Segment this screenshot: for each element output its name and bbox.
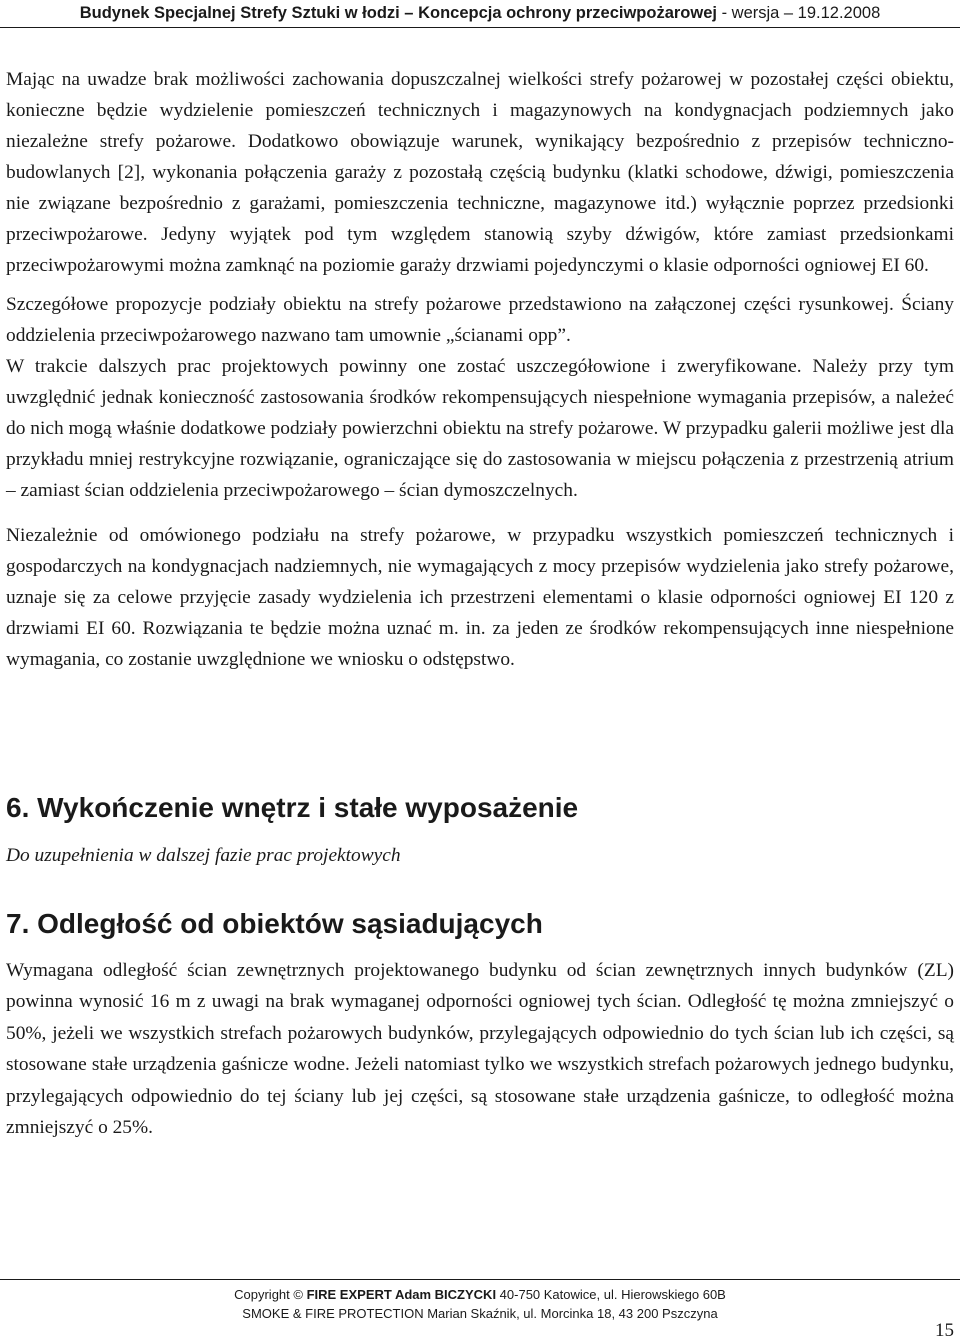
paragraph-further-work: W trakcie dalszych prac projektowych powinny one zostać uszczegółowione i zweryfikowane. Należy przy tym uwzględnić jednak konieczność zastosowania środków rekompensujących niespełnione wymagania przepisów, a należeć do nich mogą właśnie dodatkowe podziały powierzchni obiektu na strefy pożarowe. W przypadku galerii możliwe jest dla przykładu mniej restrykcyjne rozwiązanie, ograniczające się do zastosowania w miejscu połączenia z przestrzenią atrium – zamiast ścian oddzielenia przeciwpożarowego – ścian dymoszczelnych. [6, 356, 954, 501]
section-6-note: Do uzupełnienia w dalszej fazie prac projektowych [6, 845, 401, 866]
page-number: 15 [935, 1320, 954, 1341]
footer-company: FIRE EXPERT Adam BICZYCKI [306, 1287, 497, 1302]
paragraph-drawings: Szczegółowe propozycje podziały obiektu na strefy pożarowe przedstawiono na załączonej części rysunkowej. Ściany oddzielenia przeciwpożarowego nazwano tam umownie „ścianami opp”. [6, 294, 954, 346]
footer [0, 1285, 960, 1323]
section-7-heading: 7. Odległość od obiektów sąsiadujących [6, 908, 543, 939]
footer-copyright: Copyright © [234, 1287, 307, 1302]
footer-address: 40-750 Katowice, ul. Hierowskiego 60B [496, 1287, 726, 1302]
paragraph-technical-rooms: Niezależnie od omówionego podziału na strefy pożarowe, w przypadku wszystkich pomieszczeń technicznych i gospodarczych na kondygnacjach nadziemnych, nie wymagających z mocy przepisów wydzielenia jako strefy pożarowe, uznaje się za celowe przyjęcie zasady wydzielenia ich przestrzeni elementami o klasie odporności ogniowej EI 120 z drzwiami EI 60. Rozwiązania te będzie można uznać m. in. za jeden ze środków rekompensujących inne niespełnione wymagania, co zostanie uwzględnione we wniosku o odstępstwo. [6, 525, 954, 670]
header-divider [0, 27, 960, 28]
header-version: - wersja – 19.12.2008 [716, 4, 881, 22]
footer-line-1 [0, 1285, 960, 1304]
footer-divider [0, 1279, 960, 1280]
footer-line-2: SMOKE & FIRE PROTECTION Marian Skaźnik, ul. Morcinka 18, 43 200 Pszczyna [242, 1306, 718, 1321]
body-text [6, 64, 954, 675]
section-6-heading: 6. Wykończenie wnętrz i stałe wyposażenie [6, 792, 579, 823]
header-title: Budynek Specjalnej Strefy Sztuki w łodzi – Koncepcja ochrony przeciwpożarowej [79, 4, 717, 22]
paragraph-fire-zones: Mając na uwadze brak możliwości zachowania dopuszczalnej wielkości strefy pożarowej w pozostałej części obiektu, konieczne będzie wydzielenie pomieszczeń technicznych i magazynowych na kondygnacjach podziemnych jako niezależne strefy pożarowe. Dodatkowo obowiązuje warunek, wynikający bezpośrednio z przepisów techniczno-budowlanych [2], wykonania połączenia garaży z pozostałą częścią budynku (klatki schodowe, dźwigi, pomieszczenia nie związane bezpośrednio z garażami, pomieszczenia techniczne, magazynowe itd.) wyłącznie poprzez przedsionki przeciwpożarowe. Jedyny wyjątek pod tym względem stanowią szyby dźwigów, które zamiast przedsionkami przeciwpożarowymi można zamknąć na poziomie garaży drzwiami pojedynczymi o klasie odporności ogniowej EI 60. [6, 69, 954, 276]
running-header [0, 2, 960, 24]
section-7-body: Wymagana odległość ścian zewnętrznych projektowanego budynku od ścian zewnętrznych innych budynków (ZL) powinna wynosić 16 m z uwagi na brak wymaganej odporności ogniowej tych ścian. Odległość tę można zmniejszyć o 50%, jeżeli we wszystkich strefach pożarowych budynków, przylegających odpowiednio do tych ścian lub ich części, są stosowane stałe urządzenia gaśnicze wodne. Jeżeli natomiast tylko we wszystkich strefach pożarowych jednego budynku, przylegających odpowiednio do tej ściany lub jej części, są stosowane stałe urządzenia gaśnicze, to odległość można zmniejszyć o 25%. [6, 960, 954, 1139]
